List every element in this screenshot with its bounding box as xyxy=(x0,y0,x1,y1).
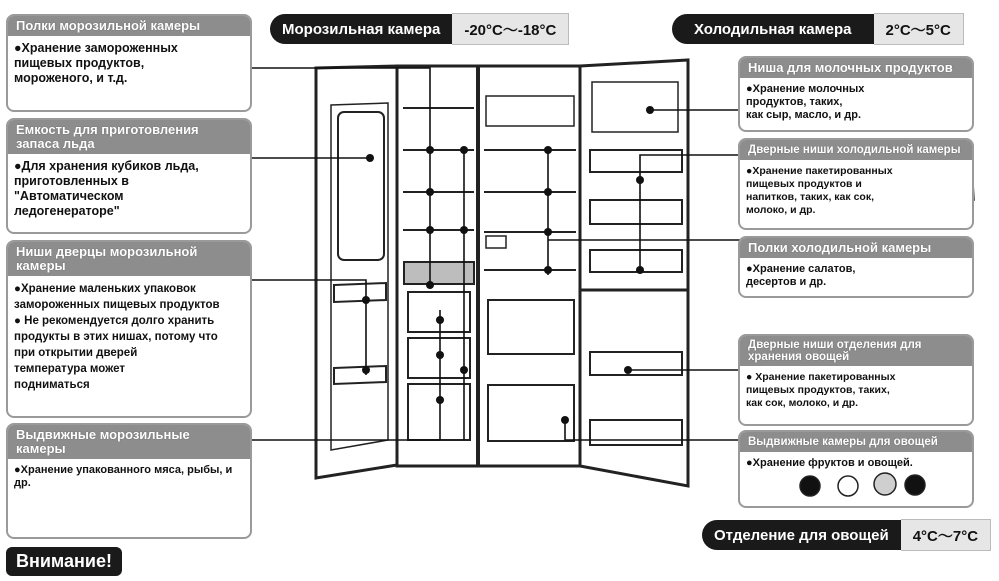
box-body: ●Для хранения кубиков льда, приготовленных в "Автоматическом ледогенераторе" xyxy=(14,159,199,218)
box-title: Выдвижные камеры для овощей xyxy=(740,432,972,452)
freezer-label: Морозильная камера xyxy=(270,14,452,44)
ice-container xyxy=(338,112,384,260)
fridge-shelves-box xyxy=(738,236,974,298)
fridge-temperature-header xyxy=(672,14,964,44)
vegetable-door-bins-box xyxy=(738,334,974,426)
box-body: ●Хранение замороженных пищевых продуктов, мороженого, и т.д. xyxy=(14,41,178,85)
freezer-door-bins-box xyxy=(6,240,252,418)
box-title: Выдвижные морозильные камеры xyxy=(8,425,250,459)
fridge-temp: 2°C～5°C xyxy=(874,13,964,45)
box-body: ● Хранение пакетированных пищевых продуктов, таких, как сок, молоко, и др. xyxy=(746,371,896,409)
box-title: Дверные ниши отделения для хранения овощей xyxy=(740,336,972,366)
box-title: Ниши дверцы морозильной камеры xyxy=(8,242,250,276)
vegetable-drawer-2 xyxy=(488,385,574,441)
vegetable-label: Отделение для овощей xyxy=(702,520,901,550)
freezer-temp: -20°C～-18°C xyxy=(452,13,569,45)
box-body: ●Хранение молочных продуктов, таких, как сыр, масло, и др. xyxy=(746,83,865,121)
box-body: ●Хранение пакетированных пищевых продуктов и напитков, таких, как сок, молоко, и др. xyxy=(746,165,893,216)
vegetable-drawers-box xyxy=(738,430,974,508)
box-title: Полки морозильной камеры xyxy=(8,16,250,36)
ice-container-box xyxy=(6,118,252,234)
fridge-door xyxy=(580,60,688,290)
vegetable-drawer-1 xyxy=(488,300,574,354)
dairy-compartment-box xyxy=(738,56,974,132)
freezer-drawers-box xyxy=(6,423,252,539)
box-title: Дверные ниши холодильной камеры xyxy=(740,140,972,160)
fridge-label: Холодильная камера xyxy=(672,14,874,44)
box-title: Емкость для приготовления запаса льда xyxy=(8,120,250,154)
freezer-drawer-1 xyxy=(408,292,470,332)
fridge-door-bins-box xyxy=(738,138,974,230)
attention-heading: Внимание! xyxy=(6,547,122,576)
freezer-temperature-header xyxy=(270,14,569,44)
box-body: ●Хранение салатов, десертов и др. xyxy=(746,263,856,288)
box-body: ●Хранение фруктов и овощей. xyxy=(746,457,913,469)
box-title: Полки холодильной камеры xyxy=(740,238,972,258)
vegetable-door xyxy=(580,290,688,486)
vegetable-temperature-header xyxy=(702,520,991,550)
box-body: ●Хранение маленьких упаковок замороженных пищевых продуктов ● Не рекомендуется долго хранить продукты в этих нишах, потому что при открытии дверей температура может подниматься xyxy=(14,283,220,391)
box-body: ●Хранение упакованного мяса, рыбы, и др. xyxy=(14,464,233,489)
box-title: Ниша для молочных продуктов xyxy=(740,58,972,78)
freezer-drawer-3 xyxy=(408,384,470,440)
vegetable-temp: 4°C～7°C xyxy=(901,519,991,551)
freezer-shelves-box xyxy=(6,14,252,112)
